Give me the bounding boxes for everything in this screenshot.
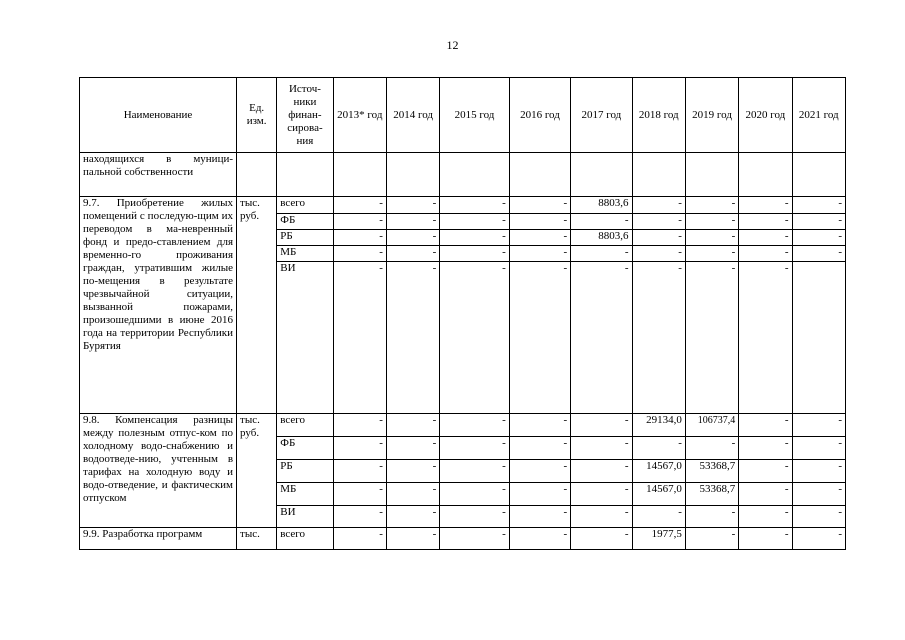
value-cell: 1977,5 (632, 528, 685, 550)
value-cell (792, 262, 845, 414)
value-cell: - (333, 246, 386, 262)
value-cell: - (685, 506, 738, 528)
value-cell: - (571, 437, 632, 460)
continued-name: находящихся в муници-пальной собственности (80, 153, 237, 197)
value-cell: - (509, 460, 570, 483)
value-cell: - (440, 460, 509, 483)
header-year: 2017 год (571, 78, 632, 153)
value-cell: - (792, 437, 845, 460)
value-cell: - (509, 262, 570, 414)
value-cell: - (571, 460, 632, 483)
value-cell: 8803,6 (571, 197, 632, 214)
value-cell: - (509, 528, 570, 550)
funding-source: МБ (277, 483, 333, 506)
table-row (80, 414, 846, 437)
value-cell: - (792, 230, 845, 246)
value-cell: - (333, 230, 386, 246)
table-row (80, 528, 846, 550)
value-cell: - (333, 506, 386, 528)
value-cell: - (333, 197, 386, 214)
value-cell: 106737,4 (685, 414, 738, 437)
value-cell: - (739, 197, 792, 214)
value-cell: - (386, 262, 439, 414)
value-cell: - (739, 437, 792, 460)
funding-source: РБ (277, 230, 333, 246)
value-cell: - (792, 197, 845, 214)
value-cell: - (739, 506, 792, 528)
value-cell: - (440, 262, 509, 414)
value-cell: 53368,7 (685, 483, 738, 506)
header-year: 2021 год (792, 78, 845, 153)
value-cell: - (739, 483, 792, 506)
value-cell: - (632, 506, 685, 528)
value-cell: - (333, 483, 386, 506)
page-number: 12 (446, 38, 459, 52)
value-cell: - (571, 262, 632, 414)
value-cell: - (440, 528, 509, 550)
value-cell: - (685, 214, 738, 230)
funding-source: всего (277, 528, 333, 550)
value-cell: 14567,0 (632, 460, 685, 483)
value-cell: - (386, 246, 439, 262)
funding-source: РБ (277, 460, 333, 483)
header-year: 2018 год (632, 78, 685, 153)
value-cell: - (792, 483, 845, 506)
item-unit: тыс. руб. (237, 197, 277, 414)
value-cell: - (440, 230, 509, 246)
value-cell: 14567,0 (632, 483, 685, 506)
value-cell: 8803,6 (571, 230, 632, 246)
value-cell: - (333, 262, 386, 414)
value-cell: - (632, 197, 685, 214)
funding-source: ВИ (277, 506, 333, 528)
value-cell: - (792, 414, 845, 437)
value-cell: - (440, 437, 509, 460)
value-cell: - (386, 414, 439, 437)
value-cell: - (440, 483, 509, 506)
value-cell: - (685, 262, 738, 414)
value-cell: - (386, 483, 439, 506)
header-year: 2016 год (509, 78, 570, 153)
value-cell: - (792, 528, 845, 550)
value-cell: - (333, 414, 386, 437)
value-cell: - (685, 437, 738, 460)
header-year: 2019 год (685, 78, 738, 153)
value-cell: - (632, 246, 685, 262)
value-cell: - (440, 506, 509, 528)
item-unit: тыс. руб. (237, 414, 277, 528)
header-year: 2014 год (386, 78, 439, 153)
value-cell: - (739, 246, 792, 262)
value-cell: - (509, 506, 570, 528)
header-year: 2015 год (440, 78, 509, 153)
value-cell: - (386, 506, 439, 528)
value-cell: - (386, 197, 439, 214)
value-cell: - (739, 262, 792, 414)
item-unit: тыс. (237, 528, 277, 550)
value-cell: - (509, 214, 570, 230)
value-cell: - (333, 528, 386, 550)
funding-source: всего (277, 197, 333, 214)
value-cell: - (571, 483, 632, 506)
value-cell: - (739, 214, 792, 230)
value-cell: - (632, 437, 685, 460)
value-cell: - (509, 437, 570, 460)
value-cell: - (685, 528, 738, 550)
value-cell: - (509, 414, 570, 437)
value-cell: - (792, 460, 845, 483)
value-cell: - (440, 246, 509, 262)
header-source: Источ-ники финан-сирова-ния (277, 78, 333, 153)
item-name: 9.9. Разработка программ (80, 528, 237, 550)
value-cell: - (792, 214, 845, 230)
funding-source: всего (277, 414, 333, 437)
value-cell: - (685, 197, 738, 214)
value-cell: - (739, 230, 792, 246)
value-cell: - (685, 246, 738, 262)
funding-source: ФБ (277, 437, 333, 460)
value-cell: - (792, 506, 845, 528)
value-cell: - (386, 437, 439, 460)
funding-source: ВИ (277, 262, 333, 414)
funding-source: МБ (277, 246, 333, 262)
value-cell: - (792, 246, 845, 262)
value-cell: - (739, 460, 792, 483)
value-cell: - (571, 506, 632, 528)
header-unit: Ед. изм. (237, 78, 277, 153)
budget-table (79, 77, 846, 550)
value-cell: - (440, 214, 509, 230)
value-cell: - (386, 460, 439, 483)
item-name: 9.8. Компенсация разницы между полезным отпус-ком по холодному водо-снабжению и водоотведе-нию, учтенным в тарифах на холодную воду и водо-отведение, и фактическим отпуском (80, 414, 237, 528)
value-cell: - (440, 197, 509, 214)
funding-source: ФБ (277, 214, 333, 230)
item-name: 9.7. Приобретение жилых помещений с последую-щим их переводом в ма-невренный фонд и предо-ставлением для временно-го проживания граждан, утратившим жилые по-мещения в результате чрезвычайной ситуации, вызванной пожарами, произошедшими в июне 2016 года на территории Республики Бурятия (80, 197, 237, 414)
value-cell: - (509, 246, 570, 262)
value-cell: - (685, 230, 738, 246)
value-cell: 29134,0 (632, 414, 685, 437)
header-year: 2020 год (739, 78, 792, 153)
value-cell: - (440, 414, 509, 437)
value-cell: - (509, 197, 570, 214)
value-cell: - (386, 214, 439, 230)
value-cell: - (386, 528, 439, 550)
table-row (80, 197, 846, 214)
value-cell: - (509, 483, 570, 506)
value-cell: - (333, 460, 386, 483)
header-name: Наименование (80, 78, 237, 153)
value-cell: - (632, 230, 685, 246)
value-cell: - (632, 214, 685, 230)
value-cell: - (386, 230, 439, 246)
value-cell: - (571, 528, 632, 550)
header-year: 2013* год (333, 78, 386, 153)
value-cell: - (333, 214, 386, 230)
value-cell: - (739, 528, 792, 550)
value-cell: - (571, 214, 632, 230)
value-cell: - (571, 414, 632, 437)
value-cell: - (571, 246, 632, 262)
value-cell: - (632, 262, 685, 414)
value-cell: 53368,7 (685, 460, 738, 483)
value-cell: - (333, 437, 386, 460)
value-cell: - (739, 414, 792, 437)
value-cell: - (509, 230, 570, 246)
